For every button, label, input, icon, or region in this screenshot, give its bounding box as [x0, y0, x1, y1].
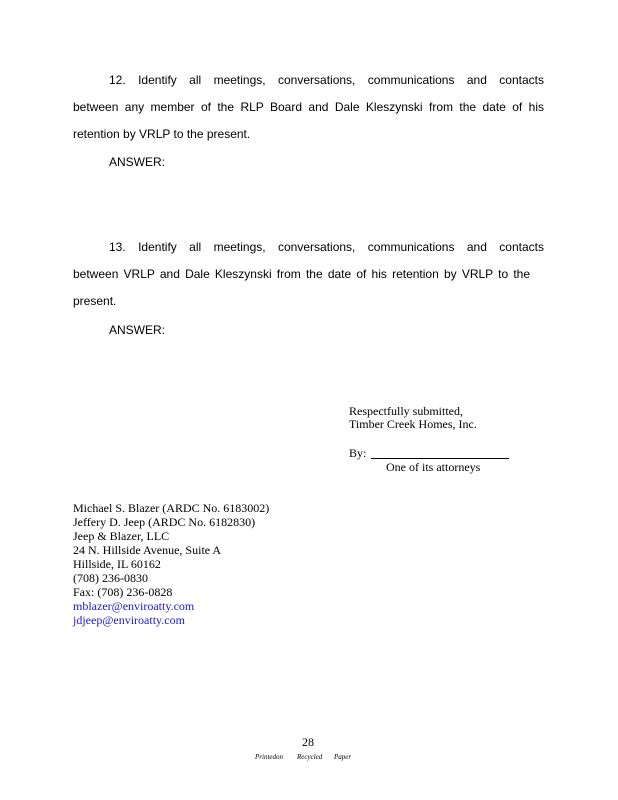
- attorney-line-2: Jeffery D. Jeep (ARDC No. 6182830): [73, 515, 256, 529]
- interrogatory-12-line-1: [109, 73, 544, 87]
- signature-by-label: By:: [349, 446, 367, 460]
- attorney-line-6: (708) 236-0830: [73, 571, 148, 585]
- interrogatory-12-answer-label: ANSWER:: [109, 155, 166, 169]
- interrogatory-13-line-2: [73, 267, 530, 281]
- signature-caption: One of its attorneys: [386, 460, 481, 474]
- interrogatory-13-text-2: between VRLP and Dale Kleszynski from the date of his retention by VRLP to the: [73, 267, 530, 281]
- attorney-line-1: Michael S. Blazer (ARDC No. 6183002): [73, 501, 270, 515]
- attorney-line-5: Hillside, IL 60162: [73, 557, 161, 571]
- interrogatory-12-line-3: retention by VRLP to the present.: [73, 127, 251, 141]
- paper-note-1: Printedon: [255, 753, 283, 761]
- interrogatory-12-text-1: 12. Identify all meetings, conversations, communications and contacts: [109, 73, 544, 87]
- interrogatory-12-text-2: between any member of the RLP Board and Dale Kleszynski from the date of his: [73, 100, 544, 114]
- interrogatory-13-text-1: 13. Identify all meetings, conversations, communications and contacts: [109, 240, 544, 254]
- interrogatory-13-line-3: present.: [73, 294, 117, 308]
- attorney-line-3: Jeep & Blazer, LLC: [73, 529, 170, 543]
- paper-note-2: Recycled: [297, 753, 323, 761]
- attorney-line-4: 24 N. Hillside Avenue, Suite A: [73, 543, 222, 557]
- interrogatory-13-line-1: [109, 240, 544, 254]
- page-number: 28: [302, 735, 314, 749]
- email-link-jeep[interactable]: jdjeep@enviroatty.com: [73, 613, 185, 627]
- email-link-blazer[interactable]: mblazer@enviroatty.com: [73, 599, 195, 613]
- signature-party: Timber Creek Homes, Inc.: [349, 417, 477, 431]
- interrogatory-13-answer-label: ANSWER:: [109, 323, 166, 337]
- signature-line: [371, 458, 509, 459]
- interrogatory-12-line-2: [73, 100, 544, 114]
- attorney-line-7: Fax: (708) 236-0828: [73, 585, 173, 599]
- paper-note-3: Paper: [334, 753, 352, 761]
- signature-closing: Respectfully submitted,: [349, 404, 463, 418]
